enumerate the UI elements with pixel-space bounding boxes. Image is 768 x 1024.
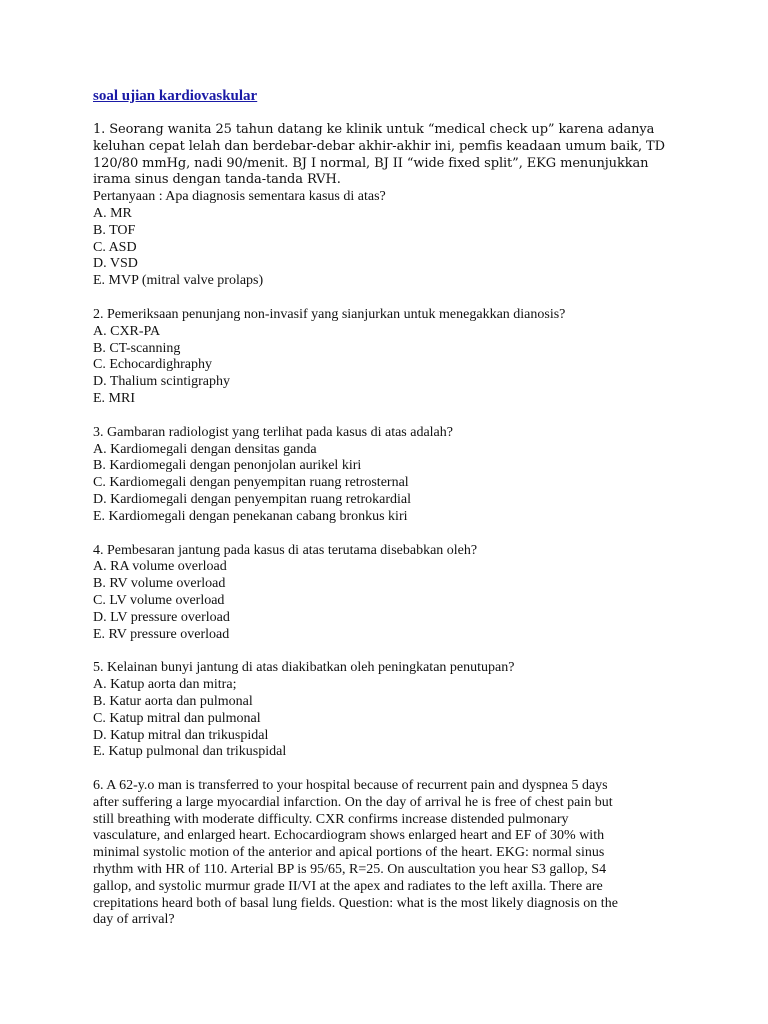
question-3-option-d: D. Kardiomegali dengan penyempitan ruang retrokardial [93, 491, 411, 507]
question-6 [93, 778, 693, 929]
question-3 [93, 425, 693, 526]
question-5-option-d: D. Katup mitral dan trikuspidal [93, 727, 269, 743]
question-1-option-e: E. MVP (mitral valve prolaps) [93, 273, 264, 289]
question-6-text-line: 6. A 62-y.o man is transferred to your hospital because of recurrent pain and dyspnea 5 days [93, 778, 608, 794]
question-5-option-a: A. Katup aorta dan mitra; [93, 677, 237, 693]
question-2-option-b: B. CT-scanning [93, 340, 181, 356]
question-6-text-line: rhythm with HR of 110. Arterial BP is 95/65, R=25. On auscultation you hear S3 gallop, S4 [93, 862, 607, 878]
question-2 [93, 307, 693, 408]
question-4-option-c: C. LV volume overload [93, 592, 225, 608]
question-4-option-d: D. LV pressure overload [93, 609, 230, 625]
question-3-option-b: B. Kardiomegali dengan penonjolan aurikel kiri [93, 458, 362, 474]
question-3-option-a: A. Kardiomegali dengan densitas ganda [93, 441, 317, 457]
question-2-option-e: E. MRI [93, 390, 135, 406]
question-3-option-e: E. Kardiomegali dengan penekanan cabang bronkus kiri [93, 508, 408, 524]
question-4-option-b: B. RV volume overload [93, 576, 226, 592]
document-title-link[interactable]: soal ujian kardiovaskular [93, 88, 258, 104]
question-1-prompt: Pertanyaan : Apa diagnosis sementara kasus di atas? [93, 189, 386, 205]
question-1-text-line: 120/80 mmHg, nadi 90/menit. BJ I normal, BJ II “wide fixed split”, EKG menunjukkan [93, 155, 649, 171]
question-3-option-c: C. Kardiomegali dengan penyempitan ruang retrosternal [93, 475, 409, 491]
question-3-prompt: 3. Gambaran radiologist yang terlihat pada kasus di atas adalah? [93, 424, 453, 440]
question-6-text-line: still breathing with moderate difficulty. CXR confirms increase distended pulmonary [93, 811, 569, 827]
question-4 [93, 543, 693, 644]
question-2-option-c: C. Echocardighraphy [93, 357, 212, 373]
question-1-option-b: B. TOF [93, 222, 136, 238]
question-2-prompt: 2. Pemeriksaan penunjang non-invasif yang sianjurkan untuk menegakkan dianosis? [93, 306, 566, 322]
question-1-text-line: keluhan cepat lelah dan berdebar-debar akhir-akhir ini, pemfis keadaan umum baik, TD [93, 138, 665, 154]
question-4-option-a: A. RA volume overload [93, 559, 227, 575]
question-6-text-line: vasculature, and enlarged heart. Echocardiogram shows enlarged heart and EF of 30% with [93, 828, 605, 844]
question-6-text-line: day of arrival? [93, 912, 175, 928]
question-4-prompt: 4. Pembesaran jantung pada kasus di atas terutama disebabkan oleh? [93, 542, 478, 558]
question-1-option-d: D. VSD [93, 256, 138, 272]
question-2-option-d: D. Thalium scintigraphy [93, 374, 230, 390]
document-body [93, 122, 693, 929]
question-6-text-line: after suffering a large myocardial infarction. On the day of arrival he is free of chest pain but [93, 794, 613, 810]
question-1-option-c: C. ASD [93, 239, 137, 255]
question-4-option-e: E. RV pressure overload [93, 626, 230, 642]
question-5-prompt: 5. Kelainan bunyi jantung di atas diakibatkan oleh peningkatan penutupan? [93, 660, 515, 676]
question-6-text-line: minimal systolic motion of the anterior and apical portions of the heart. EKG: normal sinus [93, 845, 605, 861]
question-2-option-a: A. CXR-PA [93, 323, 161, 339]
question-5-option-c: C. Katup mitral dan pulmonal [93, 710, 261, 726]
question-1 [93, 122, 693, 290]
question-5-option-e: E. Katup pulmonal dan trikuspidal [93, 744, 287, 760]
question-6-text-line: gallop, and systolic murmur grade II/VI at the apex and radiates to the left axilla. There are [93, 878, 603, 894]
question-5 [93, 660, 693, 761]
question-1-text-line: 1. Seorang wanita 25 tahun datang ke klinik untuk “medical check up” karena adanya [93, 122, 655, 137]
question-1-text-line: irama sinus dengan tanda-tanda RVH. [93, 172, 341, 188]
question-6-text-line: crepitations heard both of basal lung fields. Question: what is the most likely diagnosis on the [93, 895, 618, 911]
question-1-option-a: A. MR [93, 205, 132, 221]
question-5-option-b: B. Katur aorta dan pulmonal [93, 693, 253, 709]
